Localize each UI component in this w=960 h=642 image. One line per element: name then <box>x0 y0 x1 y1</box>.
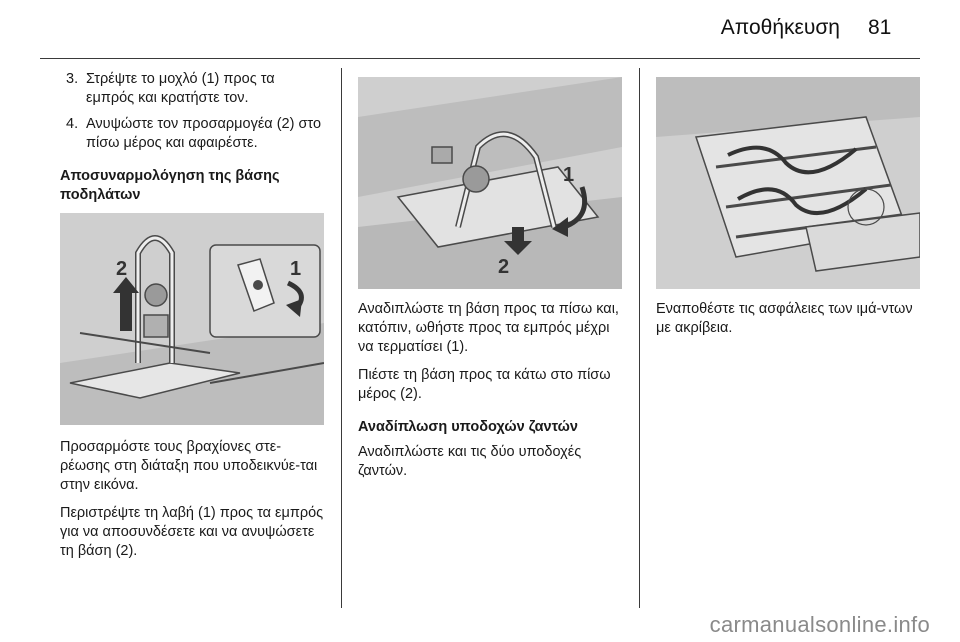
figure-callout-label: 1 <box>290 258 302 280</box>
header-divider <box>40 58 920 59</box>
figure-wheel-straps <box>656 77 920 289</box>
figure-fold-carrier <box>358 77 622 289</box>
step-item <box>60 70 325 108</box>
paragraph: Προσαρμόστε τους βραχίονες στε-ρέωσης στη διάταξη που υποδεικνύε-ται στην εικόνα. <box>60 439 318 493</box>
figure-bike-carrier-removal <box>60 213 324 425</box>
paragraph: Εναποθέστε τις ασφάλειες των ιμά-ντων με ακρίβεια. <box>656 301 913 336</box>
step-text: Στρέψτε το μοχλό (1) προς τα εμπρός και κρατήστε τον. <box>86 71 275 106</box>
paragraph: Πιέστε τη βάση προς τα κάτω στο πίσω μέρος (2). <box>358 367 611 402</box>
column-2 <box>358 300 626 490</box>
section-heading: Αναδίπλωση υποδοχών ζαντών <box>358 419 578 435</box>
step-number: 3. <box>66 71 79 87</box>
step-number: 4. <box>66 116 79 132</box>
section-heading: Αποσυναρμολόγηση της βάσης ποδηλάτων <box>60 168 280 203</box>
paragraph: Αναδιπλώστε τη βάση προς τα πίσω και, κατόπιν, ωθήστε προς τα εμπρός μέχρι να τερματίσει (1). <box>358 301 619 355</box>
page-number: 81 <box>868 16 892 39</box>
paragraph: Αναδιπλώστε και τις δύο υποδοχές ζαντών. <box>358 444 582 479</box>
column-1-lower <box>60 438 328 570</box>
column-1 <box>60 70 325 211</box>
page-title: Αποθήκευση <box>720 16 840 39</box>
step-item <box>60 115 325 153</box>
step-text: Ανυψώστε τον προσαρμογέα (2) στο πίσω μέρος και αφαιρέστε. <box>86 116 322 151</box>
column-divider-1 <box>341 68 342 608</box>
figure-callout-label: 2 <box>498 256 510 278</box>
figure-callout-label: 1 <box>563 164 575 186</box>
figure-callout-label: 2 <box>116 258 128 280</box>
column-divider-2 <box>639 68 640 608</box>
paragraph: Περιστρέψτε τη λαβή (1) προς τα εμπρός για να αποσυνδέσετε και να ανυψώσετε τη βάση (2). <box>60 505 324 559</box>
column-3 <box>656 300 918 347</box>
watermark: carmanualsonline.info <box>709 612 930 637</box>
